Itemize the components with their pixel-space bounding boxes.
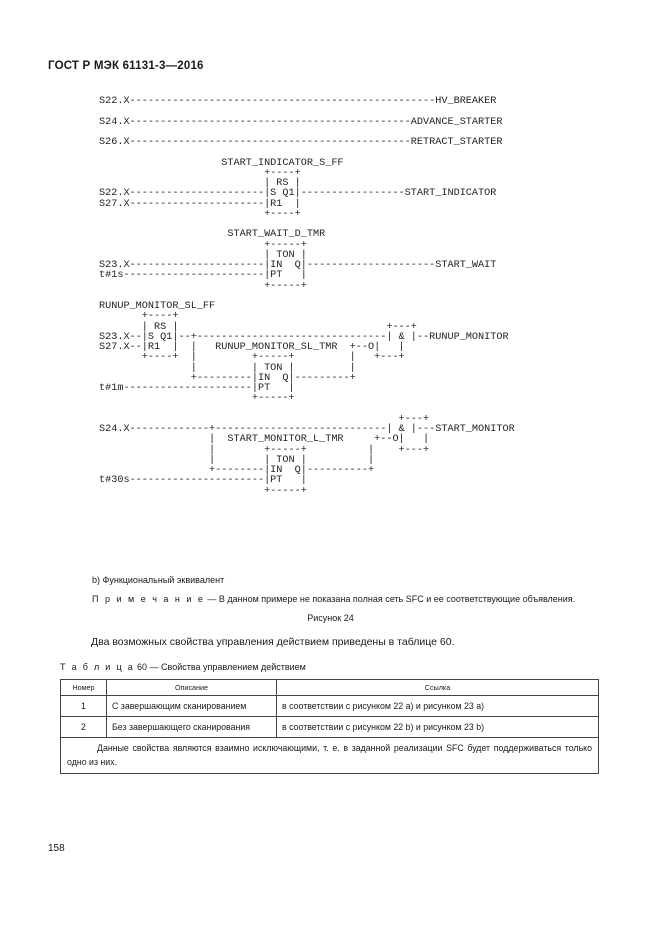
header-reference: Ссылка (277, 680, 599, 696)
table-header-row (61, 680, 599, 696)
figure-caption: Рисунок 24 (307, 613, 354, 623)
table-title-text: 60 — Свойства управлением действием (134, 662, 306, 672)
row-description: С завершающим сканированием (107, 696, 277, 717)
row-number: 2 (61, 717, 107, 738)
note-text: — В данном примере не показана полная сеть SFC и ее соответствующие объявления. (204, 594, 576, 604)
row-number: 1 (61, 696, 107, 717)
page-number: 158 (48, 843, 65, 854)
row-reference: в соответствии с рисунком 22 b) и рисунком 23 b) (277, 717, 599, 738)
figure-subcaption: b) Функциональный эквивалент (92, 575, 225, 585)
table-title-label: Т а б л и ц а (60, 662, 135, 672)
table-row (61, 717, 599, 738)
table-title (60, 662, 306, 672)
row-description: Без завершающего сканирования (107, 717, 277, 738)
figure-note (92, 594, 575, 604)
document-header-title: ГОСТ Р МЭК 61131-3—2016 (48, 60, 204, 72)
table-row (61, 696, 599, 717)
fbd-diagram-listing: S22.X--------------------------------------------------HV_BREAKER S24.X----------------------------------------------ADVANCE_STARTER S26.X----------------------------------------------RETRACT_STARTER START_INDICATOR_S_FF +----+ | RS | S22.X----------------------|S Q1|-----------------START_INDICATOR S27.X----------------------|R1 | +----+ START_WAIT_D_TMR +-----+ | TON | S23.X----------------------|IN Q|---------------------START_WAIT t#1s-----------------------|PT | +-----+ RUNUP_MONITOR_SL_FF +----+ | RS | +---+ S23.X--|S Q1|--+-------------------------------| & |--RUNUP_MONITOR S27.X--|R1 | | RUNUP_MONITOR_SL_TMR +--O| | +----+ | +-----+ | +---+ | | TON | | +---------|IN Q|---------+ t#1m---------------------|PT | +-----+ +---+ S24.X-------------+----------------------------| & |---START_MONITOR | START_MONITOR_L_TMR +--O| | | +-----+ | +---+ | | TON | | +--------|IN Q|----------+ t#30s----------------------|PT | +-----+ (99, 96, 515, 497)
header-description: Описание (107, 680, 277, 696)
row-reference: в соответствии с рисунком 22 а) и рисунком 23 а) (277, 696, 599, 717)
note-label: П р и м е ч а н и е (92, 594, 205, 604)
action-control-table (60, 679, 599, 774)
header-number: Номер (61, 680, 107, 696)
table-footnote: Данные свойства являются взаимно исключающими, т. е. в заданной реализации SFC будет поддерживаться только одно из них. (61, 738, 599, 774)
body-paragraph: Два возможных свойства управления действием приведены в таблице 60. (91, 636, 455, 648)
table-footnote-row (61, 738, 599, 774)
